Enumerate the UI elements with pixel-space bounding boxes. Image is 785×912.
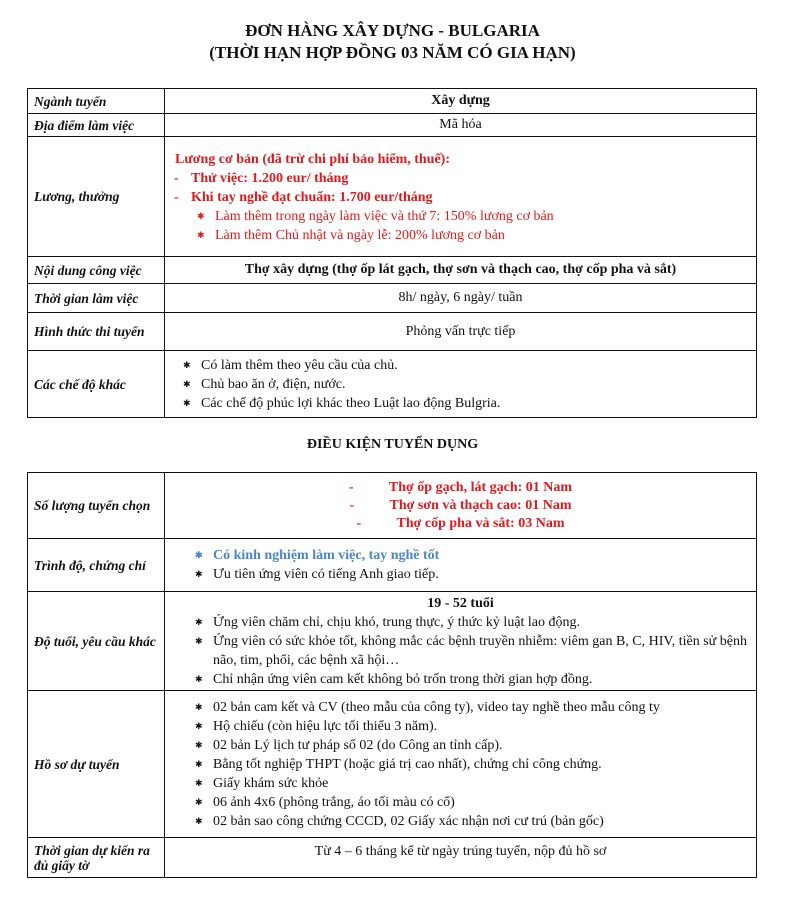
- table-row: [28, 114, 757, 137]
- table-row: [28, 89, 757, 114]
- row-value: [165, 691, 757, 838]
- row-label: Trình độ, chứng chỉ: [28, 539, 165, 592]
- list-item: - Thợ sơn và thạch cao: 01 Nam: [349, 497, 572, 513]
- salary-cell: [165, 137, 757, 257]
- requirements-list: [191, 613, 750, 689]
- table-row: [28, 838, 757, 878]
- table-row: [28, 351, 757, 418]
- table-row: [28, 137, 757, 257]
- table-row: [28, 691, 757, 838]
- row-value: 8h/ ngày, 6 ngày/ tuần: [165, 284, 757, 313]
- table-row: [28, 313, 757, 351]
- row-value: [165, 351, 757, 418]
- row-value: [165, 592, 757, 691]
- list-item: ✱ Các chế độ phúc lợi khác theo Luật lao động Bulgria.: [179, 394, 750, 413]
- requirements-table: [27, 472, 757, 878]
- salary-standard: - Khi tay nghề đạt chuẩn: 1.700 eur/tháng: [171, 188, 750, 207]
- list-item: ✱ 02 bản cam kết và CV (theo mẫu của công ty), video tay nghề theo mẫu công ty: [191, 698, 750, 717]
- list-item: - Thợ ốp gạch, lát gạch: 01 Nam: [348, 479, 573, 495]
- row-label: Các chế độ khác: [28, 351, 165, 418]
- list-item: ✱ Bằng tốt nghiệp THPT (hoặc giá trị cao nhất), chứng chỉ công chứng.: [191, 755, 750, 774]
- row-value: [165, 473, 757, 539]
- list-item: ✱ Ưu tiên ứng viên có tiếng Anh giao tiếp.: [191, 565, 750, 584]
- table-row: [28, 539, 757, 592]
- list-item: ✱ 02 bản sao công chứng CCCD, 02 Giấy xác nhận nơi cư trú (bản gốc): [191, 812, 750, 831]
- benefits-list: [179, 356, 750, 413]
- list-item: ✱ Hộ chiếu (còn hiệu lực tối thiểu 3 năm).: [191, 717, 750, 736]
- list-item: ✱ Chủ bao ăn ở, điện, nước.: [179, 375, 750, 394]
- age-range: 19 - 52 tuổi: [427, 595, 494, 611]
- section-title: ĐIỀU KIỆN TUYỂN DỤNG: [306, 437, 479, 452]
- list-item: ✱ Ứng viên chăm chỉ, chịu khó, trung thực, ý thức kỷ luật lao động.: [191, 613, 750, 632]
- qualification-list: [191, 546, 750, 584]
- list-item: ✱ 06 ảnh 4x6 (phông trắng, áo tối màu có cổ): [191, 793, 750, 812]
- list-item: ✱ 02 bản Lý lịch tư pháp số 02 (do Công an tỉnh cấp).: [191, 736, 750, 755]
- job-info-table: [27, 88, 757, 418]
- list-item: ✱ Giấy khám sức khỏe: [191, 774, 750, 793]
- row-value: Mã hóa: [165, 114, 757, 137]
- documents-list: [191, 698, 750, 831]
- row-value: Thợ xây dựng (thợ ốp lát gạch, thợ sơn và thạch cao, thợ cốp pha và sắt): [165, 257, 757, 284]
- table-row: [28, 257, 757, 284]
- table-row: [28, 284, 757, 313]
- row-label: Lương, thưởng: [28, 137, 165, 257]
- document-title-line2: (THỜI HẠN HỢP ĐỒNG 03 NĂM CÓ GIA HẠN): [209, 43, 576, 62]
- row-value: [165, 539, 757, 592]
- row-label: Hình thức thi tuyển: [28, 313, 165, 351]
- list-item: ✱ Làm thêm Chủ nhật và ngày lễ: 200% lương cơ bản: [193, 226, 750, 245]
- row-label: Số lượng tuyển chọn: [28, 473, 165, 539]
- overtime-list: [193, 207, 750, 245]
- list-item: ✱ Chỉ nhận ứng viên cam kết không bỏ trốn trong thời gian hợp đồng.: [191, 670, 750, 689]
- table-row: [28, 592, 757, 691]
- row-value: Xây dựng: [165, 89, 757, 114]
- row-label: Độ tuổi, yêu cầu khác: [28, 592, 165, 691]
- row-label: Ngành tuyển: [28, 89, 165, 114]
- row-label: Thời gian làm việc: [28, 284, 165, 313]
- list-item: ✱ Ứng viên có sức khỏe tốt, không mắc các bệnh truyền nhiễm: viêm gan B, C, HIV, tiền sử bệnh não, tim, phổi, các bệnh xã hội…: [191, 632, 750, 670]
- document-title-line1: ĐƠN HÀNG XÂY DỰNG - BULGARIA: [245, 21, 540, 40]
- row-label: Hồ sơ dự tuyển: [28, 691, 165, 838]
- row-label: Thời gian dự kiến ra đủ giấy tờ: [28, 838, 165, 878]
- row-value: Từ 4 – 6 tháng kể từ ngày trúng tuyển, nộp đủ hồ sơ: [165, 838, 757, 878]
- row-value: Phỏng vấn trực tiếp: [165, 313, 757, 351]
- salary-heading: Lương cơ bản (đã trừ chi phí bảo hiểm, thuế):: [175, 152, 451, 167]
- table-row: [28, 473, 757, 539]
- list-item: ✱ Có làm thêm theo yêu cầu của chủ.: [179, 356, 750, 375]
- row-label: Nội dung công việc: [28, 257, 165, 284]
- row-label: Địa điểm làm việc: [28, 114, 165, 137]
- list-item: ✱ Làm thêm trong ngày làm việc và thứ 7: 150% lương cơ bản: [193, 207, 750, 226]
- list-item: ✱ Có kinh nghiệm làm việc, tay nghề tốt: [191, 546, 750, 565]
- salary-probation: - Thử việc: 1.200 eur/ tháng: [171, 169, 750, 188]
- list-item: - Thợ cốp pha và sắt: 03 Nam: [356, 515, 565, 531]
